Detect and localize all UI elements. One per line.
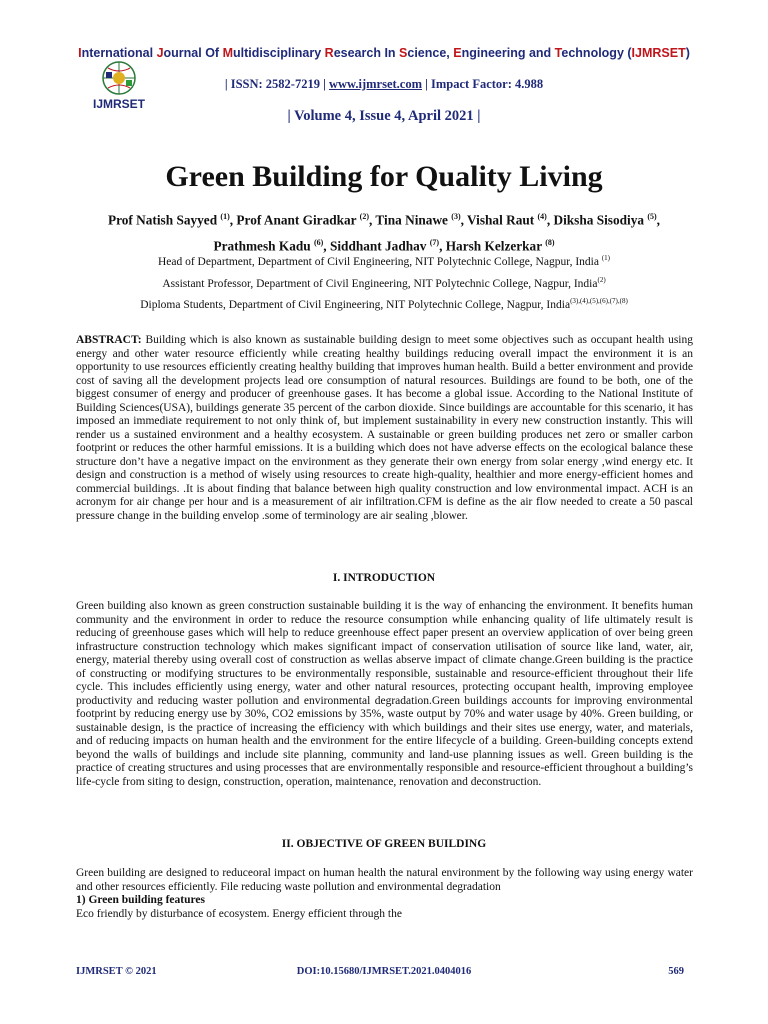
affiliation-1: [40, 254, 728, 268]
journal-name-part: ournal: [163, 46, 206, 60]
abstract-label: ABSTRACT:: [76, 334, 142, 346]
author-separator: ,: [323, 238, 330, 254]
journal-name-part: Of: [205, 46, 223, 60]
journal-name-part: cience,: [407, 46, 454, 60]
affiliation-marker: (2): [597, 276, 606, 284]
author-affiliation-marker: (4): [537, 212, 547, 221]
author-name: Vishal Raut: [467, 212, 538, 228]
affiliation-2: [40, 276, 728, 290]
affiliation-marker: (3),(4),(5),(6),(7),(8): [570, 297, 628, 305]
section-heading-introduction: I. INTRODUCTION: [332, 572, 436, 584]
abstract: [76, 334, 693, 523]
objective-paragraph: Green building are designed to reduceoral impact on human health the natural environment by the following way using energy water and other resources efficiently. File reducing waste pollution and environmental degradation: [76, 867, 693, 893]
author-separator: ,: [460, 212, 468, 228]
author-name: Harsh Kelzerkar: [445, 238, 546, 254]
features-paragraph: Eco friendly by disturbance of ecosystem. Energy efficient through the: [76, 908, 402, 920]
author-name: Tina Ninawe: [375, 212, 452, 228]
journal-name-part: ): [685, 46, 690, 60]
journal-name-initial: M: [222, 46, 233, 60]
volume-issue: | Volume 4, Issue 4, April 2021 |: [287, 108, 481, 124]
author-name: Prathmesh Kadu: [213, 238, 314, 254]
section-heading-objective: II. OBJECTIVE OF GREEN BUILDING: [281, 838, 487, 850]
journal-name-part: ultidisciplinary: [232, 46, 325, 60]
journal-name-initial: R: [324, 46, 334, 60]
affiliation-text: Assistant Professor, Department of Civil Engineering, NIT Polytechnic College, Nagpur, India: [162, 277, 598, 290]
affiliation-marker: (1): [601, 254, 611, 262]
issn-line: [0, 77, 768, 92]
author-affiliation-marker: (6): [313, 238, 324, 247]
journal-name-part: (: [627, 46, 632, 60]
author-name: Prof Natish Sayyed: [108, 212, 221, 228]
author-separator: ,: [656, 212, 660, 228]
author-affiliation-marker: (8): [545, 238, 555, 247]
journal-name-part: and: [528, 46, 555, 60]
affiliation-text: Diploma Students, Department of Civil Engineering, NIT Polytechnic College, Nagpur, India: [140, 298, 571, 311]
author-affiliation-marker: (5): [647, 212, 657, 221]
author-name: Prof Anant Giradkar: [236, 212, 360, 228]
journal-name-part: ngineering: [461, 46, 529, 60]
journal-url-link[interactable]: www.ijmrset.com: [328, 77, 423, 91]
journal-name-part: nternational: [81, 46, 157, 60]
journal-name-initial: E: [453, 46, 462, 60]
journal-name-part: esearch: [333, 46, 385, 60]
affiliation-3: [40, 297, 728, 311]
journal-name-initial: T: [554, 46, 562, 60]
introduction-paragraph: Green building also known as green construction sustainable building it is the way of enhancing the environment. It benefits human community and the environment in order to reduce the resource consumption while enhancing quality of life ultimately result is reducing of greenhouse gases which will help to reduce greenhouse effect paper present an overview application of over being green infrastructure construction technology which makes significant impact of conservation utilisation of source like land, water, air, energy, material thereby using overall cost of construction as wellas abserve impact of climate change.Green building is the practice of constructing or modifying structures to be environmentally responsible, sustainable and resource-efficient throughout their life cycle. This includes efficiently using energy, water and other natural resources, protecting occupant health, improving employee productivity and reducing waster pollution and environmental degradation.Green buildings accounts for improving environmental footprint by reducing energy use by 30%, CO2 emissions by 35%, waste output by 70% and water usage by 40%. Green building, or sustainable design, is the practice of increasing the efficiency with which buildings and their sites use energy, water, and materials, and of reducing impacts on human health and the environment for the entire lifecycle of a building. Green-building concepts extend beyond the walls of buildings and include site planning, community and land-use planning issues as well. Green building is the practice of creating structures and using processes that are environmentally responsible and resource-efficient throughout a building’s life-cycle from siting to design, construction, operation, maintenance, renovation and deconstruction.: [76, 600, 693, 788]
issn-prefix: | ISSN: 2582-7219 |: [224, 77, 329, 91]
affiliation-text: Head of Department, Department of Civil Engineering, NIT Polytechnic College, Nagpur, India: [157, 255, 602, 268]
journal-name: [0, 46, 768, 60]
journal-name-initial: J: [156, 46, 164, 60]
subsection-heading-features: 1) Green building features: [76, 894, 205, 906]
footer-copyright: IJMRSET © 2021: [76, 966, 157, 977]
abstract-text: Building which is also known as sustainable building design to meet some objectives such as occupant health using energy and other water resource efficiently while creating healthy buildings reducing overall impact the environment it is an opportunity to use resources efficiently creating healthy building that improves human health. Build a better environment and provide cost of saving all the development projects lead ore consumption of natural resources. Buildings are found to be both, one of the biggest consumer of energy and producer of greenhouse gases. It has become a global issue. According to the National Institute of Building Sciences(USA), buildings generate 35 percent of the carbon dioxide. Since buildings are accountable for this scenario, it has imposed an immediate requirement to not only think of, but implement sustainability in every new construction instantly. This will render us a sustained environment and a healthy ecosystem. A sustainable or green building produces net zero or smaller carbon footprint or reduces the other harmful emissions. It is a building which does not have adverse effects on the ecological balance these structure don’t have a negative impact on the environment as they generate their own energy from solar energy ,wind energy etc. It design and construction is a method of wisely using resources to create high-quality, healthier and more energy-efficient homes and commercial buildings. .It is about finding that balance between high quality construction and low environmental impact. ACH is an acronym for air change per hour and is a measurement of air infiltration.CFM is define as the air flow needed to create a 50 pascal pressure change in the building envelop .some of terminology are air sealing ,blower.: [76, 334, 693, 522]
logo-wordmark: IJMRSET: [92, 97, 146, 111]
author-name: Diksha Sisodiya: [553, 212, 648, 228]
author-affiliation-marker: (3): [451, 212, 461, 221]
author-affiliation-marker: (2): [359, 212, 369, 221]
impact-factor: | Impact Factor: 4.988: [422, 77, 544, 91]
footer-doi: DOI:10.15680/IJMRSET.2021.0404016: [296, 966, 472, 977]
author-separator: ,: [546, 212, 554, 228]
author-name: Siddhant Jadhav: [329, 238, 430, 254]
paper-title: Green Building for Quality Living: [165, 160, 603, 193]
author-affiliation-marker: (1): [220, 212, 230, 221]
journal-name-initial: S: [399, 46, 408, 60]
journal-name-initial: IJMRSET: [631, 46, 686, 60]
journal-name-part: In: [384, 46, 400, 60]
page-number: 569: [668, 966, 684, 977]
author-affiliation-marker: (7): [429, 238, 440, 247]
author-separator: ,: [369, 212, 376, 228]
journal-name-part: echnology: [561, 46, 628, 60]
author-separator: ,: [229, 212, 237, 228]
author-list-line-1: [40, 205, 728, 232]
author-separator: ,: [439, 238, 446, 254]
journal-name-initial: I: [78, 46, 82, 60]
